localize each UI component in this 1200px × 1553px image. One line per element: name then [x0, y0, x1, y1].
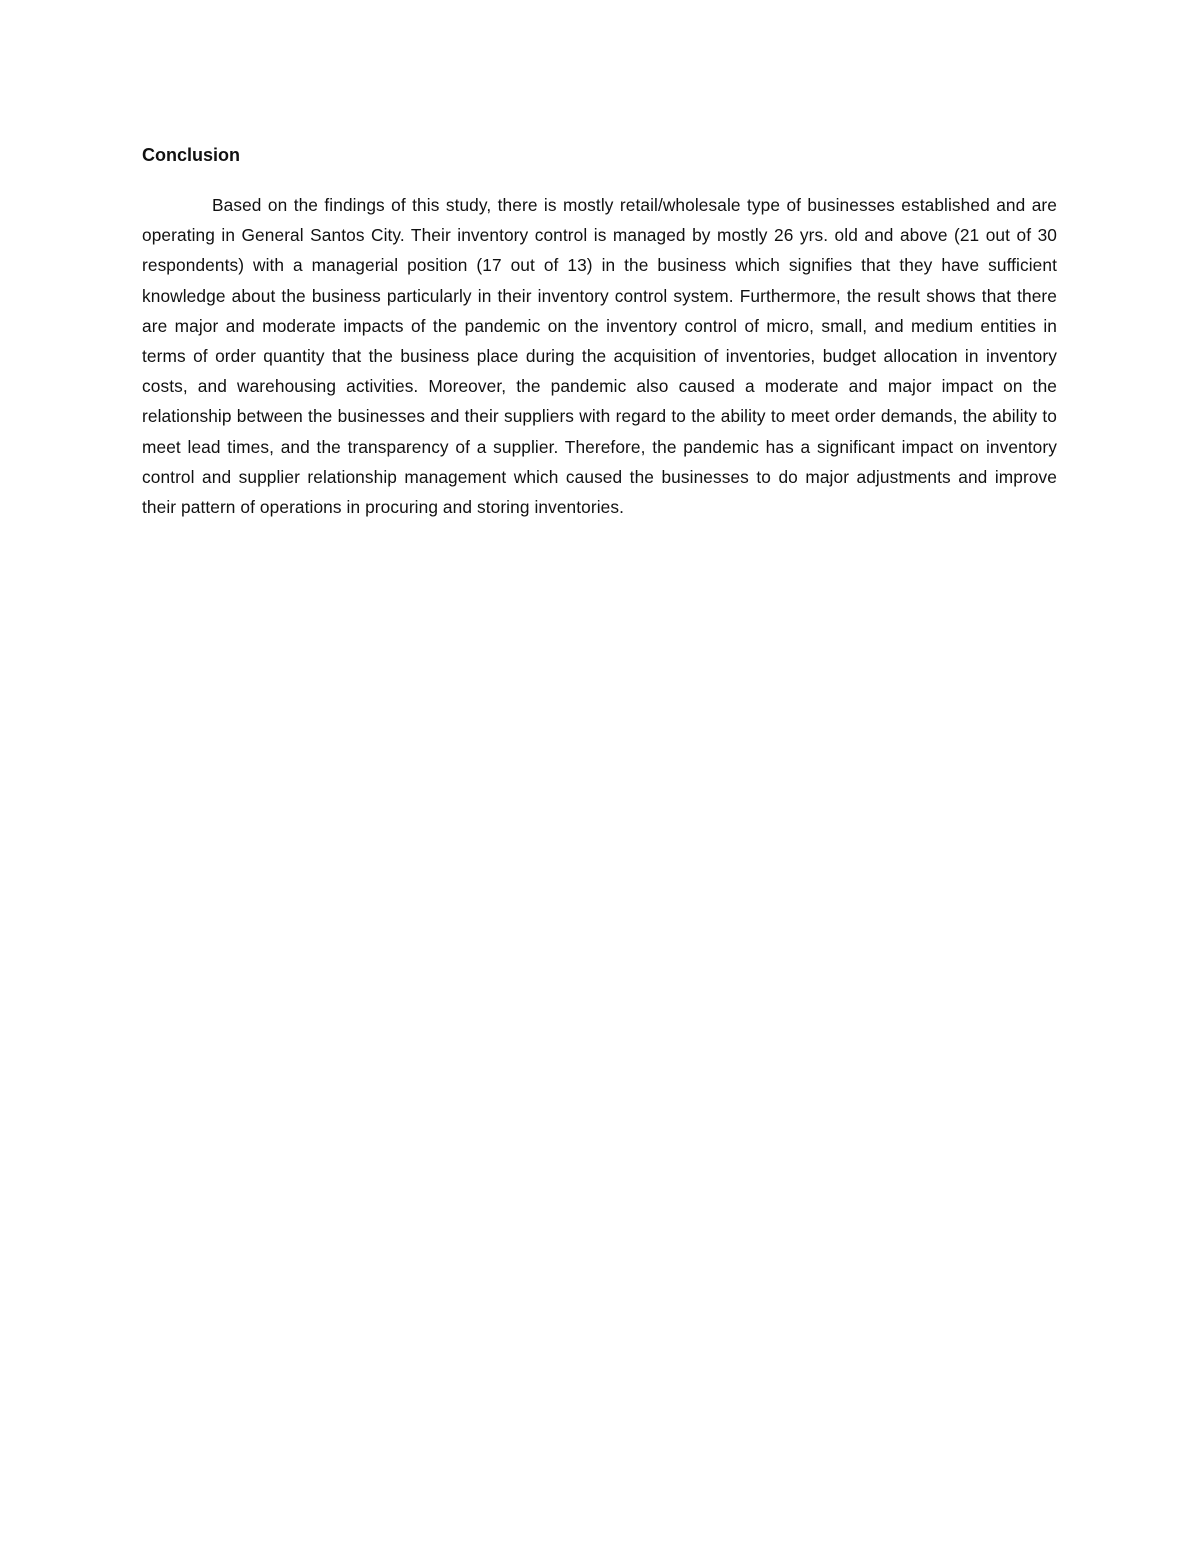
section-heading: Conclusion — [142, 145, 240, 165]
conclusion-paragraph: Based on the findings of this study, there is mostly retail/wholesale type of businesses established and are operating in General Santos City. Their inventory control is managed by mostly 26 yrs. old and above (21 out of 30 respondents) with a managerial position (17 out of 13) in the business which signifies that they have sufficient knowledge about the business particularly in their inventory control system. Furthermore, the result shows that there are major and moderate impacts of the pandemic on the inventory control of micro, small, and medium entities in terms of order quantity that the business place during the acquisition of inventories, budget allocation in inventory costs, and warehousing activities. Moreover, the pandemic also caused a moderate and major impact on the relationship between the businesses and their suppliers with regard to the ability to meet order demands, the ability to meet lead times, and the transparency of a supplier. Therefore, the pandemic has a significant impact on inventory control and supplier relationship management which caused the businesses to do major adjustments and improve their pattern of operations in procuring and storing inventories. — [142, 195, 1057, 518]
document-body — [142, 140, 1057, 522]
